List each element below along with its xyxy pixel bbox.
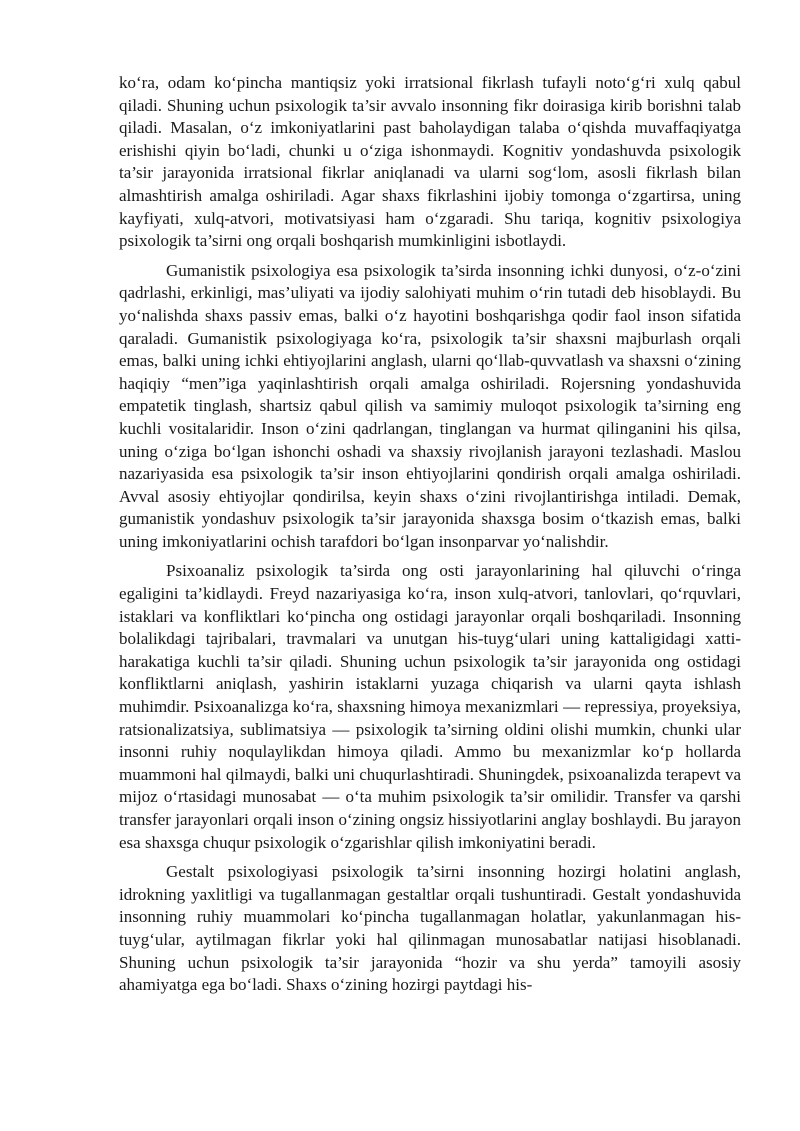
paragraph-humanistic: Gumanistik psixologiya esa psixologik ta’sirda insonning ichki dunyosi, o‘z-o‘zini qadrlashi, erkinligi, mas’uliyati va ijodiy salohiyati muhim o‘rin tutadi deb hisoblaydi. Bu yo‘nalishda shaxs passiv emas, balki o‘z hayotini boshqarishga qodir faol inson sifatida qaraladi. Gumanistik psixologiyaga ko‘ra, psixologik ta’sir shaxsni majburlash orqali emas, balki uning ichki ehtiyojlarini anglash, ularni qo‘llab-quvvatlash va shaxsni o‘zining haqiqiy “men”iga yaqinlashtirish orqali amalga oshiriladi. Rojersning yondashuvida empatetik tinglash, shartsiz qabul qilish va samimiy muloqot psixologik ta’sirning eng kuchli vositalaridir. Inson o‘zini qadrlangan, tinglangan va hurmat qilinganini his qilsa, uning o‘ziga bo‘lgan ishonchi oshadi va shaxsiy rivojlanish jarayoni tezlashadi. Maslou nazariyasida esa psixologik ta’sir inson ehtiyojlarini qondirish orqali amalga oshiriladi. Avval asosiy ehtiyojlar qondirilsa, keyin shaxs o‘zini rivojlantirishga intiladi. Demak, gumanistik yondashuv psixologik ta’sir jarayonida shaxsga bosim o‘tkazish emas, balki uning imkoniyatlarini ochish tarafdori bo‘lgan insonparvar yo‘nalishdir. <box>119 260 741 551</box>
paragraph-cognitive-continued: ko‘ra, odam ko‘pincha mantiqsiz yoki irratsional fikrlash tufayli noto‘g‘ri xulq qabul qiladi. Shuning uchun psixologik ta’sir avvalo insonning fikr doirasiga kirib borishni talab qiladi. Masalan, o‘z imkoniyatlarini past baholaydigan talaba o‘qishda muvaffaqiyatga erishishi qiyin bo‘ladi, chunki u o‘ziga ishonmaydi. Kognitiv yondashuvda psixologik ta’sir jarayonida irratsional fikrlar aniqlanadi va ularni sog‘lom, asosli fikrlash bilan almashtirish amalga oshiriladi. Agar shaxs fikrlashini ijobiy tomonga o‘zgartirsa, uning kayfiyati, xulq-atvori, motivatsiyasi ham o‘zgaradi. Shu tariqa, kognitiv psixologiya psixologik ta’sirni ong orqali boshqarish mumkinligini isbotlaydi. <box>119 73 741 251</box>
document-page <box>119 72 741 1004</box>
paragraph-gestalt: Gestalt psixologiyasi psixologik ta’sirni insonning hozirgi holatini anglash, idrokning yaxlitligi va tugallanmagan gestaltlar orqali tushuntiradi. Gestalt yondashuvida insonning ruhiy muammolari ko‘pincha tugallanmagan holatlar, yakunlanmagan his-tuyg‘ular, aytilmagan fikrlar yoki hal qilinmagan munosabatlar natijasi hisoblanadi. Shuning uchun psixologik ta’sir jarayonida “hozir va shu yerda” tamoyili asosiy ahamiyatga ega bo‘ladi. Shaxs o‘zining hozirgi paytdagi his- <box>119 862 741 995</box>
paragraph-psychoanalysis: Psixoanaliz psixologik ta’sirda ong osti jarayonlarining hal qiluvchi o‘ringa egaligini ta’kidlaydi. Freyd nazariyasiga ko‘ra, inson xulq-atvori, tanlovlari, qo‘rquvlari, istaklari va konfliktlari ko‘pincha ong ostidagi jarayonlar orqali boshqariladi. Insonning bolalikdagi tajribalari, travmalari va unutgan his-tuyg‘ulari uning kattaligidagi xatti-harakatiga kuchli ta’sir qiladi. Shuning uchun psixologik ta’sir jarayonida ong ostidagi konfliktlarni aniqlash, yashirin istaklarni yuzaga chiqarish va ularni qayta ishlash muhimdir. Psixoanalizga ko‘ra, shaxsning himoya mexanizmlari — repressiya, proyeksiya, ratsionalizatsiya, sublimatsiya — psixologik ta’sirning oldini olishi mumkin, chunki ular insonni ruhiy noqulaylikdan himoya qiladi. Ammo bu mexanizmlar ko‘p hollarda muammoni hal qilmaydi, balki uni chuqurlashtiradi. Shuningdek, psixoanalizda terapevt va mijoz o‘rtasidagi munosabat — o‘ta muhim psixologik ta’sir omilidir. Transfer va qarshi transfer jarayonlari orqali inson o‘zining ongsiz hissiyotlarini anglay boshlaydi. Bu jarayon esa shaxsga chuqur psixologik o‘zgarishlar qilish imkoniyatini beradi. <box>119 561 741 852</box>
